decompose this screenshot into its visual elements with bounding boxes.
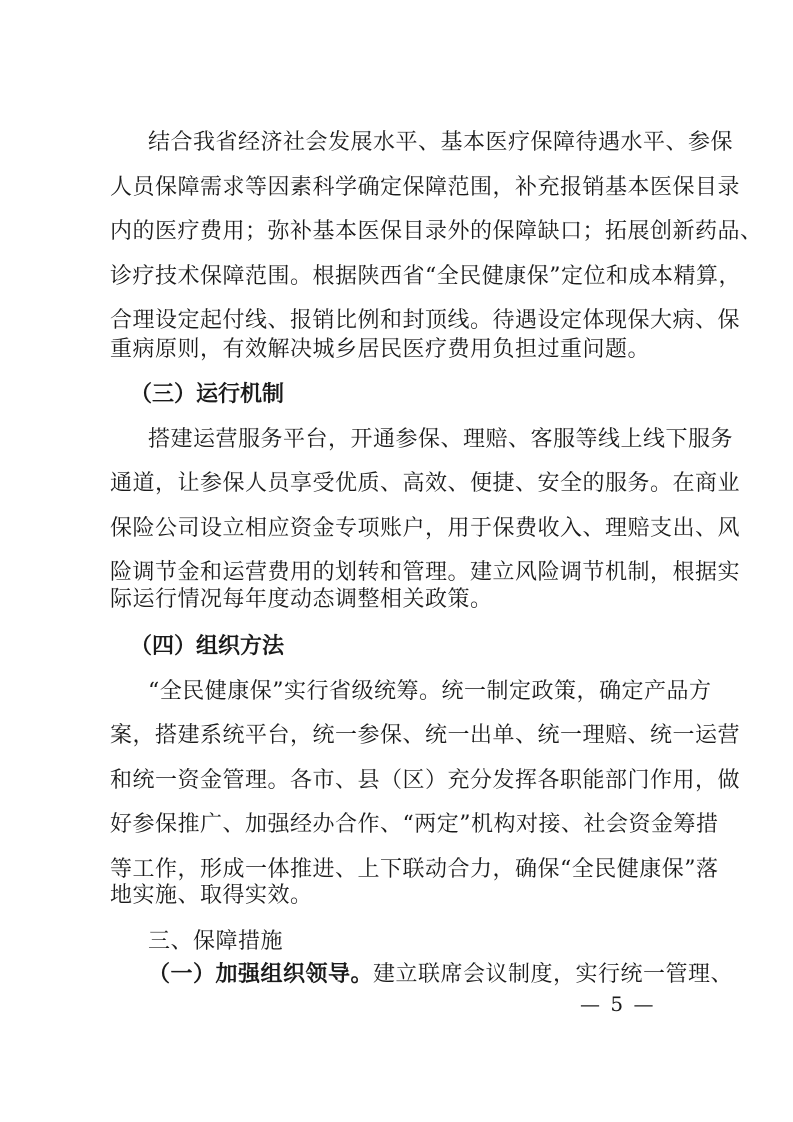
paragraph-line: 通道，让参保人员享受优质、高效、便捷、安全的服务。在商业 [110, 471, 741, 496]
bold-lead-text: （一）加强组织领导。 [148, 962, 374, 987]
section-subheading: （四）组织方法 [130, 634, 285, 659]
paragraph-line: 保险公司设立相应资金专项账户，用于保费收入、理赔支出、风 [110, 516, 741, 541]
paragraph-line: 搭建运营服务平台，开通参保、理赔、客服等线上线下服务 [148, 427, 734, 452]
paragraph-line: 合理设定起付线、报销比例和封顶线。待遇设定体现保大病、保 [110, 308, 741, 333]
paragraph-line: 结合我省经济社会发展水平、基本医疗保障待遇水平、参保 [148, 130, 734, 155]
paragraph-line: 案，搭建系统平台，统一参保、统一出单、统一理赔、统一运营 [110, 723, 741, 748]
paragraph-line: “全民健康保”实行省级统筹。统一制定政策，确定产品方 [148, 679, 712, 704]
paragraph-line: 好参保推广、加强经办合作、“两定”机构对接、社会资金筹措 [110, 812, 719, 837]
paragraph-line: 等工作，形成一体推进、上下联动合力，确保“全民健康保”落 [110, 857, 719, 882]
page-number: — 5 — [580, 992, 656, 1016]
paragraph-line: 重病原则，有效解决城乡居民医疗费用负担过重问题。 [110, 337, 651, 362]
paragraph-line: 人员保障需求等因素科学确定保障范围，补充报销基本医保目录 [110, 175, 741, 200]
paragraph-line: 际运行情况每年度动态调整相关政策。 [110, 587, 493, 612]
paragraph-line: 和统一资金管理。各市、县（区）充分发挥各职能部门作用，做 [110, 768, 741, 793]
paragraph-line [148, 960, 734, 990]
paragraph-line: 诊疗技术保障范围。根据陕西省“全民健康保”定位和成本精算， [110, 264, 741, 289]
paragraph-line: 险调节金和运营费用的划转和管理。建立风险调节机制，根据实 [110, 560, 741, 585]
body-text: 建立联席会议制度，实行统一管理、 [373, 962, 734, 987]
section-subheading: （三）运行机制 [130, 382, 285, 407]
section-heading: 三、保障措施 [148, 929, 284, 954]
paragraph-line: 地实施、取得实效。 [110, 883, 313, 908]
paragraph-line: 内的医疗费用；弥补基本医保目录外的保障缺口；拓展创新药品、 [110, 219, 763, 244]
